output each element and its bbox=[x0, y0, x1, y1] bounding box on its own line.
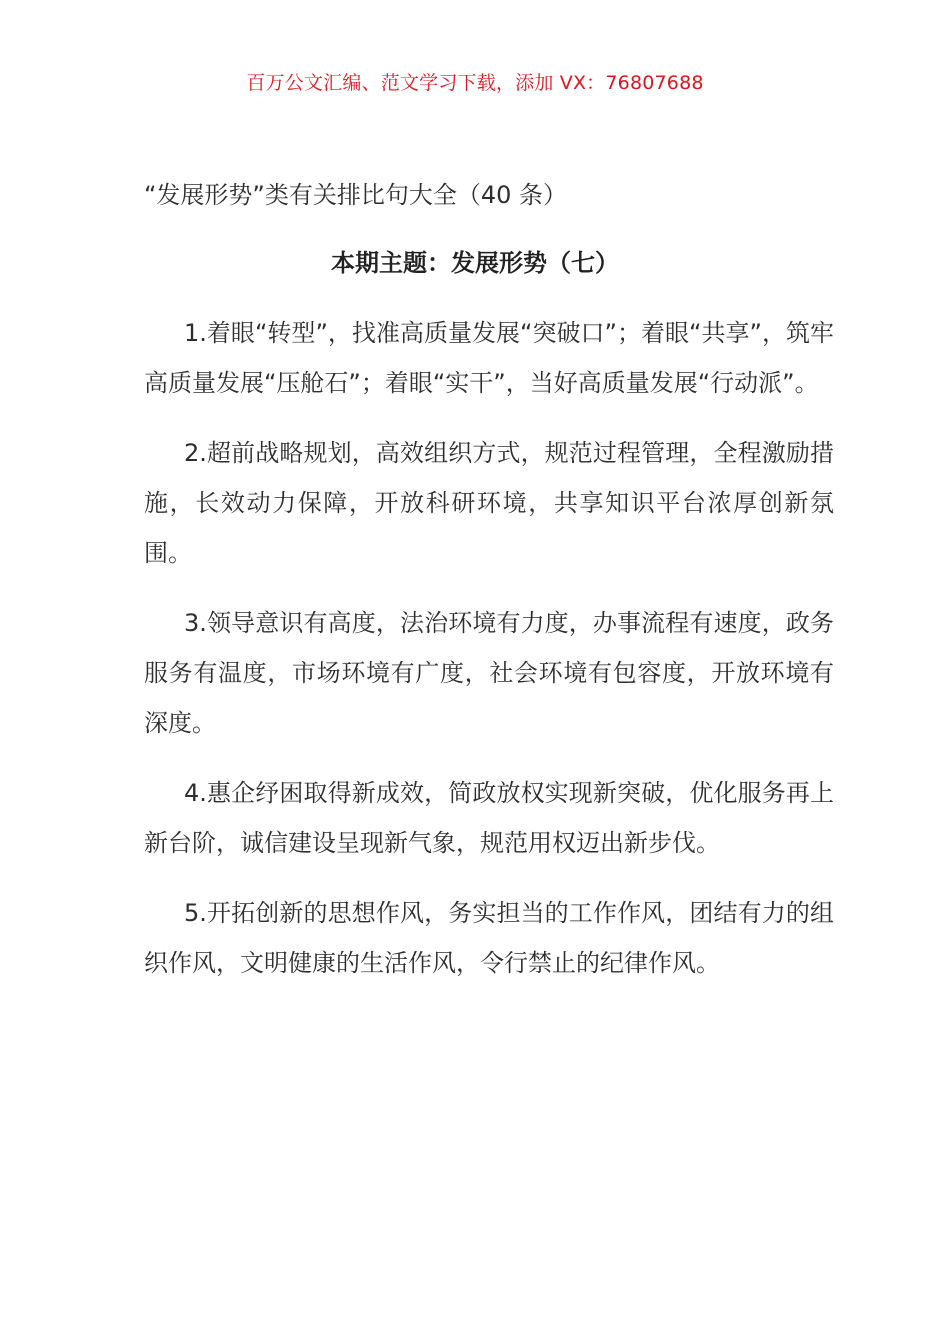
list-item-4: 4.惠企纾困取得新成效，简政放权实现新突破，优化服务再上新台阶，诚信建设呈现新气象，规范用权迈出新步伐。 bbox=[144, 779, 834, 857]
list-item-2: 2.超前战略规划，高效组织方式，规范过程管理，全程激励措施，长效动力保障，开放科研环境，共享知识平台浓厚创新氛围。 bbox=[144, 439, 834, 567]
list-item-5: 5.开拓创新的思想作风，务实担当的工作作风，团结有力的组织作风，文明健康的生活作风，令行禁止的纪律作风。 bbox=[144, 899, 834, 977]
document-title: “发展形势”类有关排比句大全（40 条） bbox=[144, 181, 568, 209]
sentence-list bbox=[144, 308, 834, 1008]
list-item-1: 1.着眼“转型”，找准高质量发展“突破口”；着眼“共享”，筑牢高质量发展“压舱石”；着眼“实干”，当好高质量发展“行动派”。 bbox=[144, 319, 834, 397]
section-subtitle: 本期主题：发展形势（七） bbox=[331, 249, 619, 277]
header-contact-note: 百万公文汇编、范文学习下载，添加 VX：76807688 bbox=[246, 72, 704, 94]
list-item-3: 3.领导意识有高度，法治环境有力度，办事流程有速度，政务服务有温度，市场环境有广度，社会环境有包容度，开放环境有深度。 bbox=[144, 609, 834, 737]
